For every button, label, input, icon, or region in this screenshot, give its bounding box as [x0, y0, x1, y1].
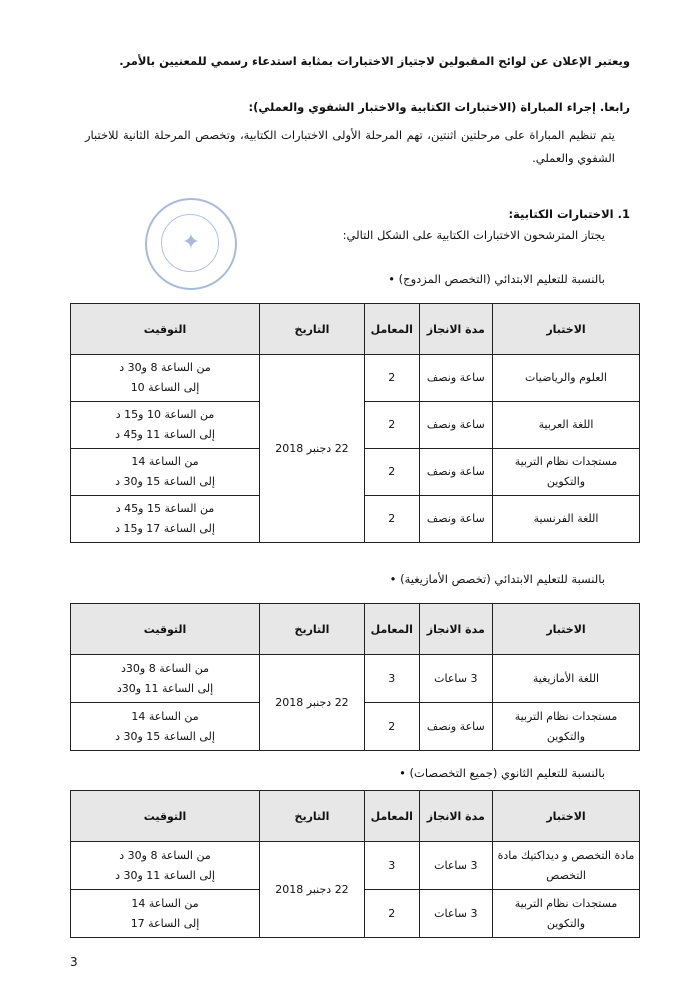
bullet-primary-amazigh: بالنسبة للتعليم الابتدائي (تخصص الأمازيغية) • [390, 570, 605, 588]
time-from: من الساعة 8 و30 د [119, 361, 211, 374]
header-timing: التوقيت [71, 791, 260, 842]
test-name: اللغة الأمازيغية [493, 655, 640, 703]
header-test: الاختبار [493, 304, 640, 355]
duration: 3 ساعات [419, 655, 492, 703]
header-date: التاريخ [260, 791, 365, 842]
table-row [71, 355, 640, 402]
time-from: من الساعة 14 [131, 896, 199, 910]
header-date: التاريخ [260, 304, 365, 355]
test-name: العلوم والرياضيات [493, 355, 640, 402]
header-test: الاختبار [493, 791, 640, 842]
duration: ساعة ونصف [419, 496, 492, 543]
official-seal [145, 198, 237, 290]
section-paragraph: يتم تنظيم المباراة على مرحلتين اثنتين، تهم المرحلة الأولى الاختبارات الكتابية، وتخصص المرحلة الثانية للاختبار الشفوي والعملي. [85, 128, 615, 165]
time-from: من الساعة 8 و30 د [119, 848, 211, 862]
coefficient: 2 [364, 703, 419, 751]
duration: ساعة ونصف [419, 703, 492, 751]
timing [71, 703, 260, 751]
duration: 3 ساعات [419, 842, 492, 890]
time-to: إلى الساعة 17 و15 د [115, 522, 215, 535]
test-name: مستجدات نظام التربية والتكوين [493, 449, 640, 496]
header-duration: مدة الانجاز [419, 791, 492, 842]
subsection-intro: يجتاز المترشحون الاختبارات الكتابية على الشكل التالي: [342, 228, 605, 242]
duration: ساعة ونصف [419, 402, 492, 449]
header-coefficient: المعامل [364, 304, 419, 355]
coefficient: 2 [364, 355, 419, 402]
header-coefficient: المعامل [364, 791, 419, 842]
test-name: اللغة العربية [493, 402, 640, 449]
header-duration: مدة الانجاز [419, 304, 492, 355]
coefficient: 3 [364, 655, 419, 703]
timing [71, 449, 260, 496]
header-test: الاختبار [493, 604, 640, 655]
header-timing: التوقيت [71, 604, 260, 655]
table-row [71, 842, 640, 890]
header-timing: التوقيت [71, 304, 260, 355]
seal-star-icon: ✦ [181, 230, 201, 255]
timing [71, 890, 260, 938]
timing [71, 496, 260, 543]
exam-table-secondary [70, 790, 640, 938]
time-to: إلى الساعة 15 و30 د [115, 475, 215, 488]
exam-table-primary-amazigh [70, 603, 640, 751]
time-to: إلى الساعة 15 و30 د [115, 729, 215, 743]
subsection-heading: 1. الاختبارات الكتابية: [508, 207, 630, 221]
time-to: إلى الساعة 11 و30 د [115, 868, 215, 882]
time-from: من الساعة 10 و15 د [115, 408, 215, 421]
time-to: إلى الساعة 10 [130, 381, 200, 394]
duration: 3 ساعات [419, 890, 492, 938]
test-name: مادة التخصص و ديداكتيك مادة التخصص [493, 842, 640, 890]
exam-date: 22 دجنبر 2018 [260, 655, 365, 751]
intro-line: ويعتبر الإعلان عن لوائح المقبولين لاجتياز الاختبارات بمثابة استدعاء رسمي للمعنيين بالأمر. [119, 54, 630, 68]
time-from: من الساعة 8 و30د [120, 661, 209, 675]
coefficient: 2 [364, 449, 419, 496]
test-name: اللغة الفرنسية [493, 496, 640, 543]
exam-date: 22 دجنبر 2018 [260, 355, 365, 543]
duration: ساعة ونصف [419, 355, 492, 402]
header-duration: مدة الانجاز [419, 604, 492, 655]
bullet-secondary-all: بالنسبة للتعليم الثانوي (جميع التخصصات) • [399, 764, 605, 782]
time-from: من الساعة 14 [131, 455, 199, 468]
bullet-primary-dual: بالنسبة للتعليم الابتدائي (التخصص المزدوج) • [388, 270, 605, 288]
test-name: مستجدات نظام التربية والتكوين [493, 703, 640, 751]
header-coefficient: المعامل [364, 604, 419, 655]
exam-table-primary-dual [70, 303, 640, 543]
header-date: التاريخ [260, 604, 365, 655]
timing [71, 842, 260, 890]
time-to: إلى الساعة 11 و30د [116, 681, 214, 695]
timing [71, 655, 260, 703]
timing [71, 355, 260, 402]
duration: ساعة ونصف [419, 449, 492, 496]
coefficient: 2 [364, 402, 419, 449]
time-from: من الساعة 14 [131, 709, 199, 723]
coefficient: 3 [364, 842, 419, 890]
time-to: إلى الساعة 11 و45 د [115, 428, 215, 441]
test-name: مستجدات نظام التربية والتكوين [493, 890, 640, 938]
exam-date: 22 دجنبر 2018 [260, 842, 365, 938]
time-from: من الساعة 15 و45 د [115, 502, 215, 515]
table-row [71, 655, 640, 703]
page-number: 3 [70, 955, 78, 969]
timing [71, 402, 260, 449]
time-to: إلى الساعة 17 [130, 916, 200, 930]
section-heading: رابعا. إجراء المباراة (الاختبارات الكتابية والاختبار الشفوي والعملي): [248, 100, 630, 114]
coefficient: 2 [364, 496, 419, 543]
coefficient: 2 [364, 890, 419, 938]
